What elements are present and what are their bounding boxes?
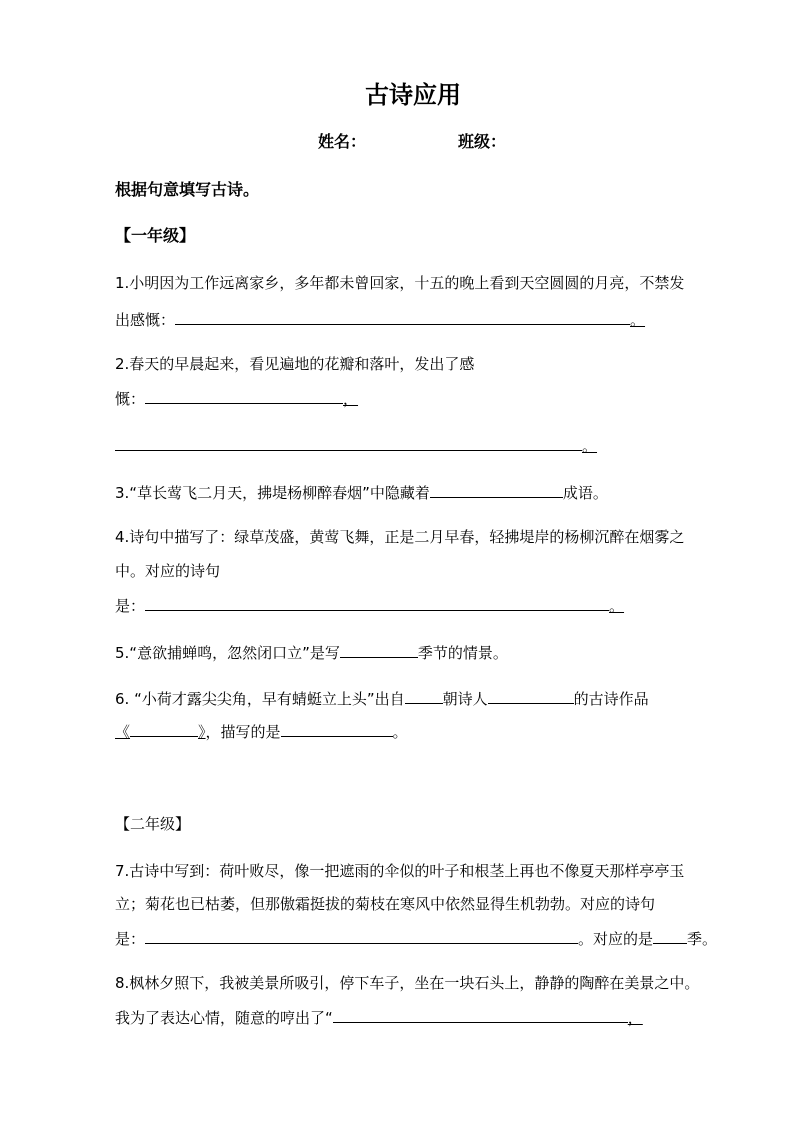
q7-line3 [115, 927, 717, 949]
q8-line2 [115, 1006, 649, 1028]
q7-text2: 。对应的是 [578, 930, 654, 948]
q3-answer-blank[interactable] [430, 481, 563, 498]
grade1-heading: 【一年级】 [115, 226, 196, 245]
q2-end: 。 [582, 437, 598, 455]
page-title: 古诗应用 [365, 80, 461, 109]
q6-end: 。 [392, 723, 408, 741]
q2-line3 [115, 434, 603, 456]
q8-line1: 8.枫林夕照下，我被美景所吸引，停下车子，坐在一块石头上，静静的陶醉在美景之中。 [115, 974, 700, 992]
q1-line1: 1.小明因为工作远离家乡，多年都未曾回家，十五的晚上看到天空圆圆的月亮，不禁发 [115, 274, 685, 292]
q8-comma: ， [627, 1009, 643, 1027]
q3-text1: 3.“草长莺飞二月天，拂堤杨柳醉春烟”中隐藏着 [115, 484, 430, 502]
q4-line1: 4.诗句中描写了：绿草茂盛，黄莺飞舞，正是二月早春，轻拂堤岸的杨柳沉醉在烟雾之 [115, 528, 685, 546]
class-label: 班级： [458, 132, 507, 151]
q8-answer-blank[interactable] [333, 1006, 628, 1023]
q6-poet-blank[interactable] [488, 687, 574, 704]
q7-text3: 季。 [687, 930, 718, 948]
q6-text4: ，描写的是 [205, 723, 281, 741]
q6-dynasty-blank[interactable] [405, 687, 443, 704]
q7-line2: 立；菊花也已枯萎，但那傲霜挺拔的菊枝在寒风中依然显得生机勃勃。对应的诗句 [115, 895, 656, 913]
q2-answer-blank-2[interactable] [115, 434, 582, 451]
q2-prompt: 慨： [115, 390, 146, 408]
q5-text1: 5.“意欲捕蝉鸣，忽然闭口立”是写 [115, 644, 340, 662]
q4-prompt: 是： [115, 597, 146, 615]
q6-description-blank[interactable] [281, 720, 393, 737]
q6-title-blank[interactable] [130, 720, 198, 737]
q7-line1: 7.古诗中写到：荷叶败尽，像一把遮雨的伞似的叶子和根茎上再也不像夏天那样亭亭玉 [115, 862, 685, 880]
q1-answer-blank[interactable] [175, 308, 630, 325]
q4-answer-blank[interactable] [145, 594, 609, 611]
q2-line2 [115, 387, 364, 409]
grade2-heading: 【二年级】 [115, 815, 191, 833]
q7-season-blank[interactable] [653, 927, 687, 944]
q5-answer-blank[interactable] [340, 641, 418, 658]
q4-end: 。 [609, 597, 625, 615]
q1-end: 。 [630, 311, 646, 329]
q6-close-bracket: 》 [198, 723, 206, 741]
q1-prompt: 出感慨： [115, 311, 176, 329]
q4-line2: 中。对应的诗句 [115, 562, 221, 580]
q2-line1: 2.春天的早晨起来，看见遍地的花瓣和落叶，发出了感 [115, 355, 475, 373]
q4-line3 [115, 594, 630, 616]
q6-line1 [115, 687, 649, 709]
q8-prompt: 我为了表达心情，随意的哼出了“ [115, 1009, 333, 1027]
q7-prompt: 是： [115, 930, 146, 948]
q2-answer-blank-1[interactable] [145, 387, 343, 404]
name-label: 姓名： [318, 132, 367, 151]
q6-text1: 6. “小荷才露尖尖角，早有蜻蜓立上头”出自 [115, 690, 405, 708]
q6-line2 [115, 720, 408, 742]
q3-text2: 成语。 [562, 484, 608, 502]
q6-text2: 朝诗人 [442, 690, 488, 708]
q5-line [115, 641, 508, 663]
q5-text2: 季节的情景。 [417, 644, 508, 662]
q6-text3: 的古诗作品 [573, 690, 649, 708]
q1-line2 [115, 308, 651, 330]
q6-open-bracket: 《 [115, 723, 131, 741]
q2-comma: ， [343, 390, 359, 408]
instruction: 根据句意填写古诗。 [115, 180, 260, 199]
q7-answer-blank[interactable] [145, 927, 578, 944]
q3-line [115, 481, 608, 503]
